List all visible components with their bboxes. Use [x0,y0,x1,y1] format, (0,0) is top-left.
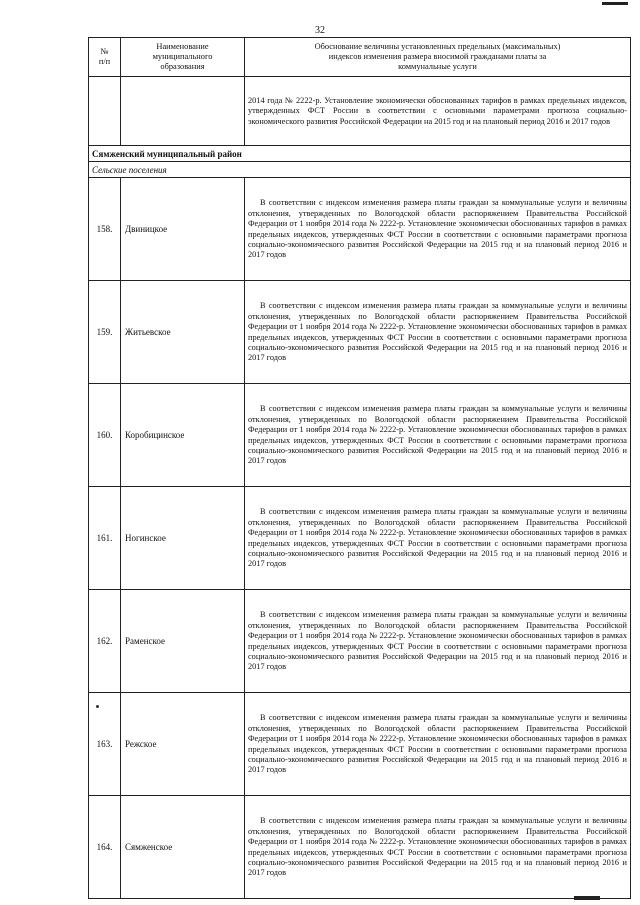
continuation-name [121,77,245,146]
header-text-label: Обоснование величины установленных предельных (максимальных) индексов изменения размера вносимой гражданами платы за коммунальные услуги [314,42,561,71]
table-row [89,487,631,590]
row-number: 163. [89,693,121,796]
district-row [89,146,631,162]
row-number: 161. [89,487,121,590]
row-number: 164. [89,796,121,899]
table-row [89,590,631,693]
scan-mark-bottom [574,896,600,900]
district-name: Сямженский муниципальный район [89,146,631,162]
continuation-text: 2014 года № 2222-р. Установление экономически обоснованных тарифов в рамках предельных индексов, утвержденных ФСТ России в соответствии с основными параметрами прогноза социально-экономического развития Российской Федерации на 2015 год и на плановый период 2016 и 2017 годов [245,77,631,146]
table-row [89,796,631,899]
subgroup-name: Сельские поселения [89,162,631,178]
tariff-index-table [88,37,631,899]
header-text [245,38,631,77]
header-num-label: № п/п [98,47,111,66]
row-number: 158. [89,178,121,281]
municipality-name: Режское [121,693,245,796]
municipality-name: Сямженское [121,796,245,899]
municipality-name: Житьевское [121,281,245,384]
justification-text: В соответствии с индексом изменения размера платы граждан за коммунальные услуги и величины отклонения, утвержденных по Вологодской области распоряжением Правительства Российской Федерации от 1 ноября 2014 года № 2222-р. Установление экономически обоснованных тарифов в рамках предельных индексов, утвержденных ФСТ России в соответствии с основными параметрами прогноза социально-экономического развития Российской Федерации на 2015 год и на плановый период 2016 и 2017 годов [245,796,631,899]
table-row [89,178,631,281]
municipality-name: Коробицинское [121,384,245,487]
page-number: 32 [315,25,325,36]
continuation-row [89,77,631,146]
subgroup-row [89,162,631,178]
justification-text: В соответствии с индексом изменения размера платы граждан за коммунальные услуги и величины отклонения, утвержденных по Вологодской области распоряжением Правительства Российской Федерации от 1 ноября 2014 года № 2222-р. Установление экономически обоснованных тарифов в рамках предельных индексов, утвержденных ФСТ России в соответствии с основными параметрами прогноза социально-экономического развития Российской Федерации на 2015 год и на плановый период 2016 и 2017 годов [245,590,631,693]
row-number: 159. [89,281,121,384]
justification-text: В соответствии с индексом изменения размера платы граждан за коммунальные услуги и величины отклонения, утвержденных по Вологодской области распоряжением Правительства Российской Федерации от 1 ноября 2014 года № 2222-р. Установление экономически обоснованных тарифов в рамках предельных индексов, утвержденных ФСТ России в соответствии с основными параметрами прогноза социально-экономического развития Российской Федерации на 2015 год и на плановый период 2016 и 2017 годов [245,693,631,796]
table-row [89,281,631,384]
header-num [89,38,121,77]
justification-text: В соответствии с индексом изменения размера платы граждан за коммунальные услуги и величины отклонения, утвержденных по Вологодской области распоряжением Правительства Российской Федерации от 1 ноября 2014 года № 2222-р. Установление экономически обоснованных тарифов в рамках предельных индексов, утвержденных ФСТ России в соответствии с основными параметрами прогноза социально-экономического развития Российской Федерации на 2015 год и на плановый период 2016 и 2017 годов [245,487,631,590]
municipality-name: Двиницкое [121,178,245,281]
continuation-num [89,77,121,146]
municipality-name: Ногинское [121,487,245,590]
scan-dot [96,705,99,708]
row-number: 160. [89,384,121,487]
table-header-row [89,38,631,77]
municipality-name: Раменское [121,590,245,693]
table-row [89,693,631,796]
justification-text: В соответствии с индексом изменения размера платы граждан за коммунальные услуги и величины отклонения, утвержденных по Вологодской области распоряжением Правительства Российской Федерации от 1 ноября 2014 года № 2222-р. Установление экономически обоснованных тарифов в рамках предельных индексов, утвержденных ФСТ России в соответствии с основными параметрами прогноза социально-экономического развития Российской Федерации на 2015 год и на плановый период 2016 и 2017 годов [245,281,631,384]
justification-text: В соответствии с индексом изменения размера платы граждан за коммунальные услуги и величины отклонения, утвержденных по Вологодской области распоряжением Правительства Российской Федерации от 1 ноября 2014 года № 2222-р. Установление экономически обоснованных тарифов в рамках предельных индексов, утвержденных ФСТ России в соответствии с основными параметрами прогноза социально-экономического развития Российской Федерации на 2015 год и на плановый период 2016 и 2017 годов [245,384,631,487]
row-number: 162. [89,590,121,693]
header-name-label: Наименование муниципального образования [152,42,213,71]
table-row [89,384,631,487]
header-name [121,38,245,77]
scan-mark-top [602,2,628,5]
justification-text: В соответствии с индексом изменения размера платы граждан за коммунальные услуги и величины отклонения, утвержденных по Вологодской области распоряжением Правительства Российской Федерации от 1 ноября 2014 года № 2222-р. Установление экономически обоснованных тарифов в рамках предельных индексов, утвержденных ФСТ России в соответствии с основными параметрами прогноза социально-экономического развития Российской Федерации на 2015 год и на плановый период 2016 и 2017 годов [245,178,631,281]
